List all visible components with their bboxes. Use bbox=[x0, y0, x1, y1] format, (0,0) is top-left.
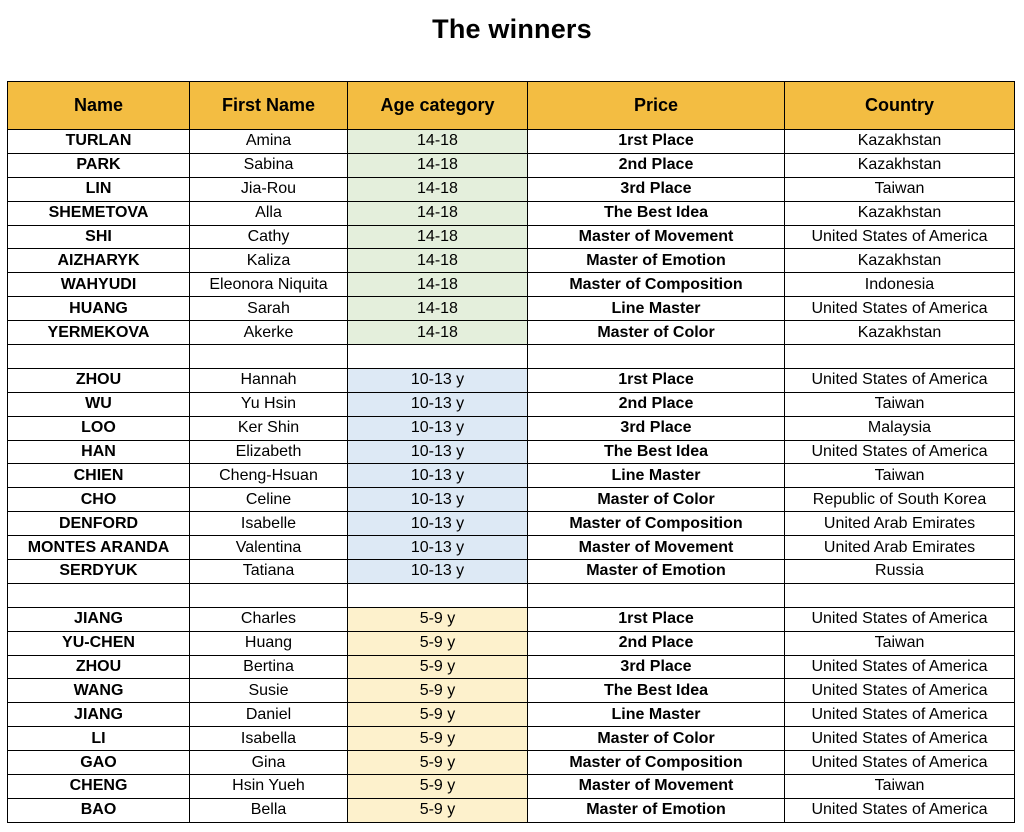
cell-age-category: 10-13 y bbox=[348, 464, 528, 488]
column-header-first-name: First Name bbox=[190, 82, 348, 130]
empty-cell bbox=[8, 583, 190, 607]
cell-first-name: Daniel bbox=[190, 703, 348, 727]
cell-country: Taiwan bbox=[785, 392, 1015, 416]
cell-age-category: 5-9 y bbox=[348, 703, 528, 727]
cell-price: Line Master bbox=[528, 703, 785, 727]
cell-price: The Best Idea bbox=[528, 201, 785, 225]
cell-price: Master of Movement bbox=[528, 536, 785, 560]
empty-cell bbox=[528, 345, 785, 369]
cell-age-category: 14-18 bbox=[348, 273, 528, 297]
cell-first-name: Bella bbox=[190, 798, 348, 822]
table-header-row bbox=[8, 82, 1015, 130]
cell-country: United States of America bbox=[785, 297, 1015, 321]
cell-price: 3rd Place bbox=[528, 177, 785, 201]
cell-first-name: Sabina bbox=[190, 153, 348, 177]
table-row bbox=[8, 321, 1015, 345]
empty-cell bbox=[785, 583, 1015, 607]
cell-age-category: 5-9 y bbox=[348, 679, 528, 703]
cell-age-category: 10-13 y bbox=[348, 488, 528, 512]
cell-age-category: 14-18 bbox=[348, 225, 528, 249]
table-row bbox=[8, 560, 1015, 584]
cell-first-name: Elizabeth bbox=[190, 440, 348, 464]
cell-age-category: 14-18 bbox=[348, 321, 528, 345]
cell-age-category: 10-13 y bbox=[348, 560, 528, 584]
cell-age-category: 10-13 y bbox=[348, 368, 528, 392]
cell-first-name: Bertina bbox=[190, 655, 348, 679]
column-header-name: Name bbox=[8, 82, 190, 130]
table-row bbox=[8, 464, 1015, 488]
cell-name: GAO bbox=[8, 751, 190, 775]
cell-country: United States of America bbox=[785, 655, 1015, 679]
cell-price: 2nd Place bbox=[528, 392, 785, 416]
cell-name: ZHOU bbox=[8, 655, 190, 679]
column-header-age-category: Age category bbox=[348, 82, 528, 130]
table-row bbox=[8, 655, 1015, 679]
cell-name: CHIEN bbox=[8, 464, 190, 488]
cell-country: Taiwan bbox=[785, 775, 1015, 799]
table-row bbox=[8, 775, 1015, 799]
cell-name: WANG bbox=[8, 679, 190, 703]
cell-first-name: Cheng-Hsuan bbox=[190, 464, 348, 488]
cell-price: Line Master bbox=[528, 464, 785, 488]
cell-name: LI bbox=[8, 727, 190, 751]
cell-price: 1rst Place bbox=[528, 607, 785, 631]
cell-age-category: 14-18 bbox=[348, 249, 528, 273]
cell-first-name: Celine bbox=[190, 488, 348, 512]
cell-country: United States of America bbox=[785, 225, 1015, 249]
cell-age-category: 10-13 y bbox=[348, 416, 528, 440]
cell-name: MONTES ARANDA bbox=[8, 536, 190, 560]
cell-price: Master of Emotion bbox=[528, 249, 785, 273]
cell-price: Line Master bbox=[528, 297, 785, 321]
column-header-country: Country bbox=[785, 82, 1015, 130]
cell-age-category: 10-13 y bbox=[348, 536, 528, 560]
spacer-row bbox=[8, 345, 1015, 369]
spacer-row bbox=[8, 583, 1015, 607]
table-row bbox=[8, 607, 1015, 631]
cell-age-category: 5-9 y bbox=[348, 655, 528, 679]
cell-age-category: 14-18 bbox=[348, 153, 528, 177]
table-row bbox=[8, 488, 1015, 512]
cell-age-category: 14-18 bbox=[348, 201, 528, 225]
table-row bbox=[8, 679, 1015, 703]
cell-name: AIZHARYK bbox=[8, 249, 190, 273]
cell-age-category: 5-9 y bbox=[348, 631, 528, 655]
cell-first-name: Sarah bbox=[190, 297, 348, 321]
cell-name: LIN bbox=[8, 177, 190, 201]
cell-name: JIANG bbox=[8, 607, 190, 631]
cell-country: United States of America bbox=[785, 751, 1015, 775]
cell-age-category: 5-9 y bbox=[348, 751, 528, 775]
cell-country: United States of America bbox=[785, 368, 1015, 392]
table-row bbox=[8, 297, 1015, 321]
cell-country: Indonesia bbox=[785, 273, 1015, 297]
cell-price: Master of Color bbox=[528, 488, 785, 512]
cell-age-category: 10-13 y bbox=[348, 440, 528, 464]
page-title: The winners bbox=[432, 14, 592, 44]
cell-country: Malaysia bbox=[785, 416, 1015, 440]
cell-first-name: Huang bbox=[190, 631, 348, 655]
table-row bbox=[8, 249, 1015, 273]
cell-price: 3rd Place bbox=[528, 655, 785, 679]
cell-name: TURLAN bbox=[8, 130, 190, 154]
cell-first-name: Isabella bbox=[190, 727, 348, 751]
table-row bbox=[8, 273, 1015, 297]
cell-country: Republic of South Korea bbox=[785, 488, 1015, 512]
cell-country: Kazakhstan bbox=[785, 249, 1015, 273]
table-row bbox=[8, 631, 1015, 655]
empty-cell bbox=[528, 583, 785, 607]
cell-age-category: 10-13 y bbox=[348, 392, 528, 416]
cell-first-name: Eleonora Niquita bbox=[190, 273, 348, 297]
cell-name: YERMEKOVA bbox=[8, 321, 190, 345]
table-row bbox=[8, 177, 1015, 201]
empty-cell bbox=[190, 583, 348, 607]
cell-age-category: 5-9 y bbox=[348, 607, 528, 631]
cell-price: 1rst Place bbox=[528, 130, 785, 154]
cell-name: CHO bbox=[8, 488, 190, 512]
cell-first-name: Kaliza bbox=[190, 249, 348, 273]
cell-country: Kazakhstan bbox=[785, 201, 1015, 225]
cell-first-name: Alla bbox=[190, 201, 348, 225]
cell-country: Taiwan bbox=[785, 631, 1015, 655]
cell-first-name: Yu Hsin bbox=[190, 392, 348, 416]
cell-first-name: Hannah bbox=[190, 368, 348, 392]
cell-age-category: 10-13 y bbox=[348, 512, 528, 536]
cell-price: 2nd Place bbox=[528, 153, 785, 177]
cell-name: ZHOU bbox=[8, 368, 190, 392]
cell-country: Kazakhstan bbox=[785, 321, 1015, 345]
cell-country: United States of America bbox=[785, 727, 1015, 751]
cell-price: The Best Idea bbox=[528, 679, 785, 703]
cell-country: United States of America bbox=[785, 440, 1015, 464]
cell-name: SHEMETOVA bbox=[8, 201, 190, 225]
cell-name: HUANG bbox=[8, 297, 190, 321]
cell-name: YU-CHEN bbox=[8, 631, 190, 655]
table-row bbox=[8, 368, 1015, 392]
empty-cell bbox=[348, 583, 528, 607]
table-row bbox=[8, 130, 1015, 154]
table-row bbox=[8, 751, 1015, 775]
empty-cell bbox=[190, 345, 348, 369]
cell-age-category: 14-18 bbox=[348, 177, 528, 201]
cell-name: JIANG bbox=[8, 703, 190, 727]
empty-cell bbox=[348, 345, 528, 369]
cell-price: The Best Idea bbox=[528, 440, 785, 464]
cell-first-name: Ker Shin bbox=[190, 416, 348, 440]
table-row bbox=[8, 512, 1015, 536]
cell-first-name: Tatiana bbox=[190, 560, 348, 584]
table-row bbox=[8, 392, 1015, 416]
cell-price: Master of Composition bbox=[528, 273, 785, 297]
cell-price: 2nd Place bbox=[528, 631, 785, 655]
cell-age-category: 14-18 bbox=[348, 130, 528, 154]
cell-first-name: Hsin Yueh bbox=[190, 775, 348, 799]
cell-country: Taiwan bbox=[785, 464, 1015, 488]
empty-cell bbox=[8, 345, 190, 369]
table-row bbox=[8, 440, 1015, 464]
cell-price: 3rd Place bbox=[528, 416, 785, 440]
cell-name: WU bbox=[8, 392, 190, 416]
winners-table bbox=[7, 81, 1015, 823]
table-body bbox=[8, 130, 1015, 823]
cell-price: Master of Movement bbox=[528, 225, 785, 249]
cell-first-name: Gina bbox=[190, 751, 348, 775]
table-row bbox=[8, 536, 1015, 560]
cell-country: United States of America bbox=[785, 703, 1015, 727]
cell-first-name: Amina bbox=[190, 130, 348, 154]
cell-first-name: Cathy bbox=[190, 225, 348, 249]
cell-country: Kazakhstan bbox=[785, 130, 1015, 154]
cell-name: SERDYUK bbox=[8, 560, 190, 584]
cell-price: Master of Emotion bbox=[528, 798, 785, 822]
cell-name: BAO bbox=[8, 798, 190, 822]
cell-name: PARK bbox=[8, 153, 190, 177]
cell-first-name: Isabelle bbox=[190, 512, 348, 536]
cell-first-name: Akerke bbox=[190, 321, 348, 345]
table-row bbox=[8, 727, 1015, 751]
cell-price: Master of Emotion bbox=[528, 560, 785, 584]
cell-price: Master of Composition bbox=[528, 751, 785, 775]
cell-country: United Arab Emirates bbox=[785, 536, 1015, 560]
cell-first-name: Jia-Rou bbox=[190, 177, 348, 201]
cell-price: Master of Color bbox=[528, 727, 785, 751]
cell-first-name: Valentina bbox=[190, 536, 348, 560]
cell-name: WAHYUDI bbox=[8, 273, 190, 297]
table-row bbox=[8, 703, 1015, 727]
table-row bbox=[8, 798, 1015, 822]
cell-country: United States of America bbox=[785, 679, 1015, 703]
cell-name: DENFORD bbox=[8, 512, 190, 536]
cell-country: Taiwan bbox=[785, 177, 1015, 201]
table-row bbox=[8, 153, 1015, 177]
cell-first-name: Susie bbox=[190, 679, 348, 703]
cell-age-category: 5-9 y bbox=[348, 727, 528, 751]
cell-price: Master of Color bbox=[528, 321, 785, 345]
cell-age-category: 5-9 y bbox=[348, 775, 528, 799]
cell-name: SHI bbox=[8, 225, 190, 249]
column-header-price: Price bbox=[528, 82, 785, 130]
empty-cell bbox=[785, 345, 1015, 369]
cell-country: United States of America bbox=[785, 798, 1015, 822]
cell-name: LOO bbox=[8, 416, 190, 440]
cell-price: Master of Composition bbox=[528, 512, 785, 536]
cell-name: HAN bbox=[8, 440, 190, 464]
cell-name: CHENG bbox=[8, 775, 190, 799]
cell-age-category: 5-9 y bbox=[348, 798, 528, 822]
cell-country: United Arab Emirates bbox=[785, 512, 1015, 536]
cell-price: 1rst Place bbox=[528, 368, 785, 392]
cell-country: Kazakhstan bbox=[785, 153, 1015, 177]
table-row bbox=[8, 225, 1015, 249]
cell-age-category: 14-18 bbox=[348, 297, 528, 321]
cell-country: Russia bbox=[785, 560, 1015, 584]
cell-first-name: Charles bbox=[190, 607, 348, 631]
table-row bbox=[8, 416, 1015, 440]
cell-country: United States of America bbox=[785, 607, 1015, 631]
table-row bbox=[8, 201, 1015, 225]
cell-price: Master of Movement bbox=[528, 775, 785, 799]
